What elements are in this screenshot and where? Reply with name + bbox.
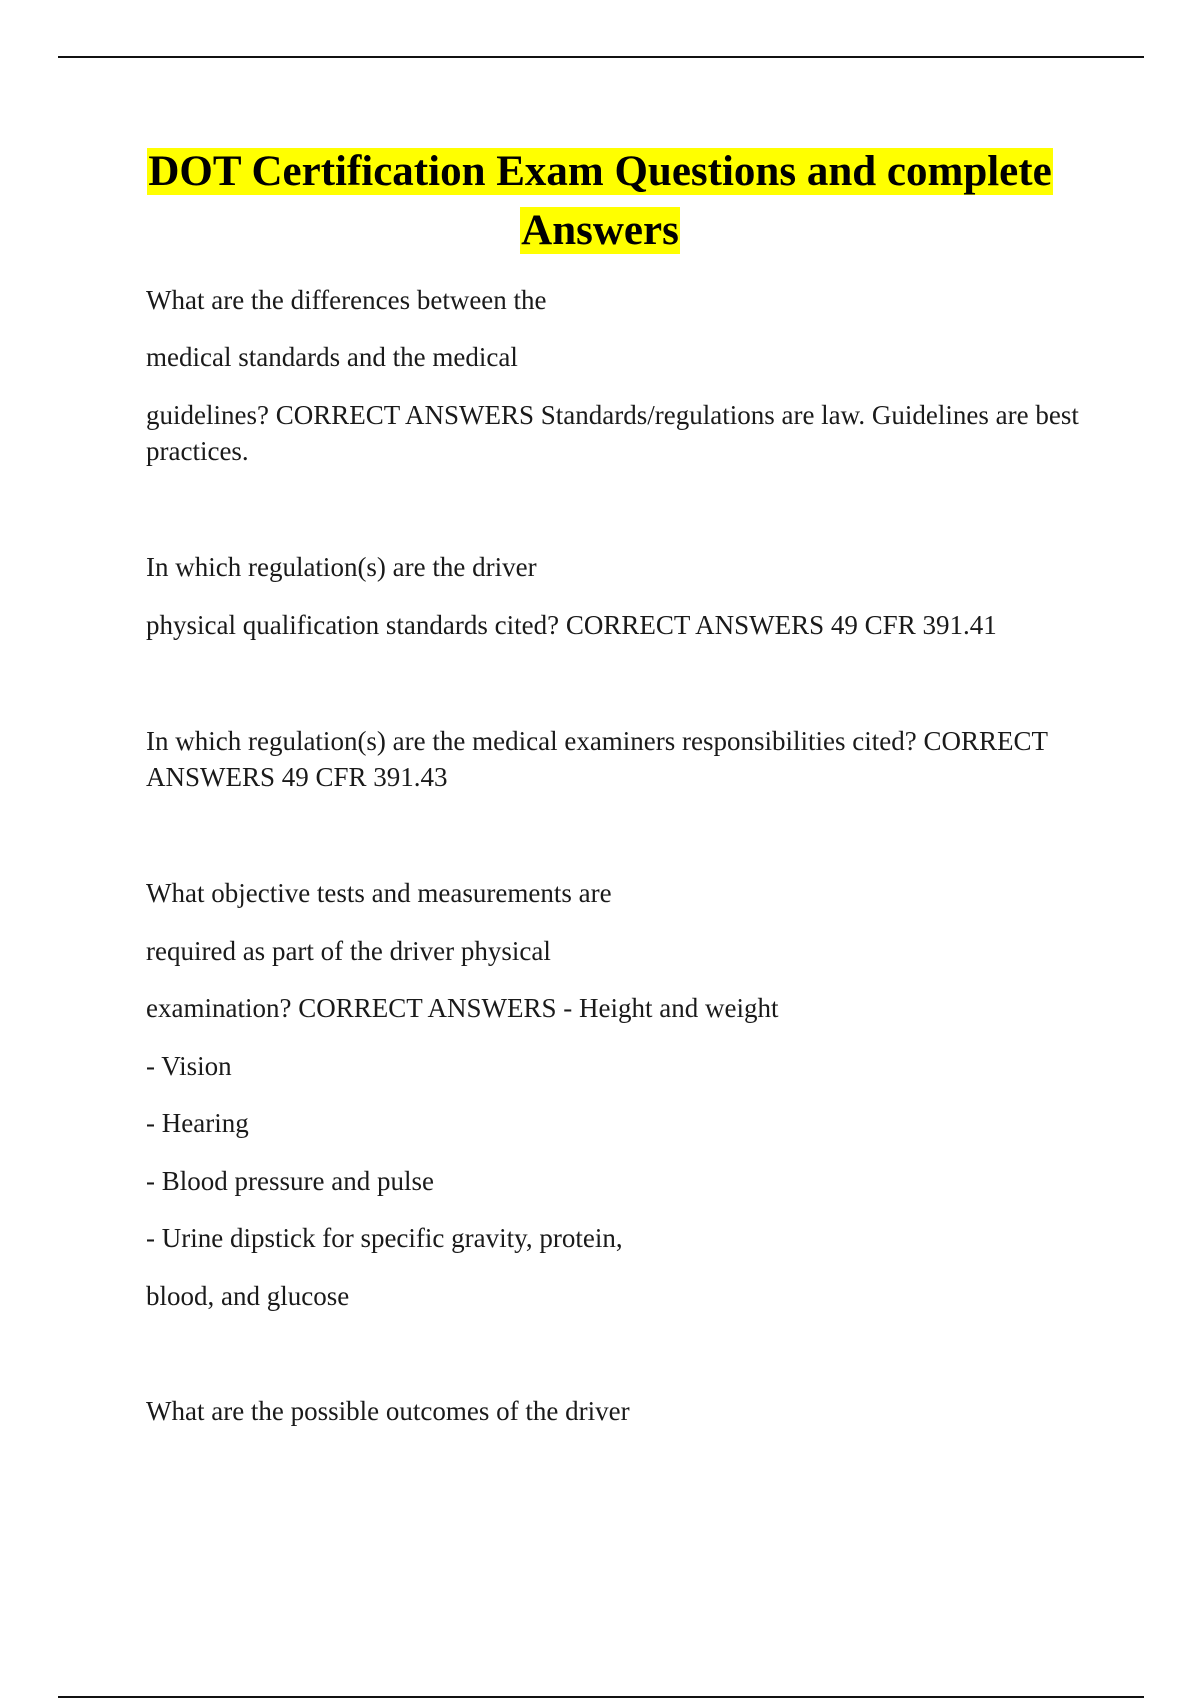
title-line-1: DOT Certification Exam Questions and complete: [148, 148, 1052, 195]
q2-line-2: physical qualification standards cited? CORRECT ANSWERS 49 CFR 391.41: [146, 610, 997, 640]
q4-line-3: examination? CORRECT ANSWERS - Height and weight: [146, 993, 779, 1023]
q1-line-3: guidelines? CORRECT ANSWERS Standards/regulations are law. Guidelines are best practices.: [146, 400, 1079, 466]
q4-line-5: - Hearing: [146, 1108, 249, 1138]
q4-line-8: blood, and glucose: [146, 1281, 350, 1311]
q4-line-6: - Blood pressure and pulse: [146, 1166, 434, 1196]
q1-line-2: medical standards and the medical: [146, 342, 518, 372]
q5-line-1: What are the possible outcomes of the driver: [146, 1396, 630, 1426]
top-rule: [58, 56, 1144, 58]
q2-line-1: In which regulation(s) are the driver: [146, 552, 537, 582]
q4-line-7: - Urine dipstick for specific gravity, protein,: [146, 1223, 623, 1253]
q4-line-2: required as part of the driver physical: [146, 936, 551, 966]
document-title: [100, 142, 1100, 260]
bottom-rule: [58, 1696, 1144, 1698]
q4-line-1: What objective tests and measurements are: [146, 878, 612, 908]
title-line-2: Answers: [521, 207, 679, 254]
q4-line-4: - Vision: [146, 1051, 232, 1081]
q1-line-1: What are the differences between the: [146, 285, 547, 315]
q3-line-1: In which regulation(s) are the medical examiners responsibilities cited? CORRECT ANSWERS 49 CFR 391.43: [146, 726, 1048, 792]
